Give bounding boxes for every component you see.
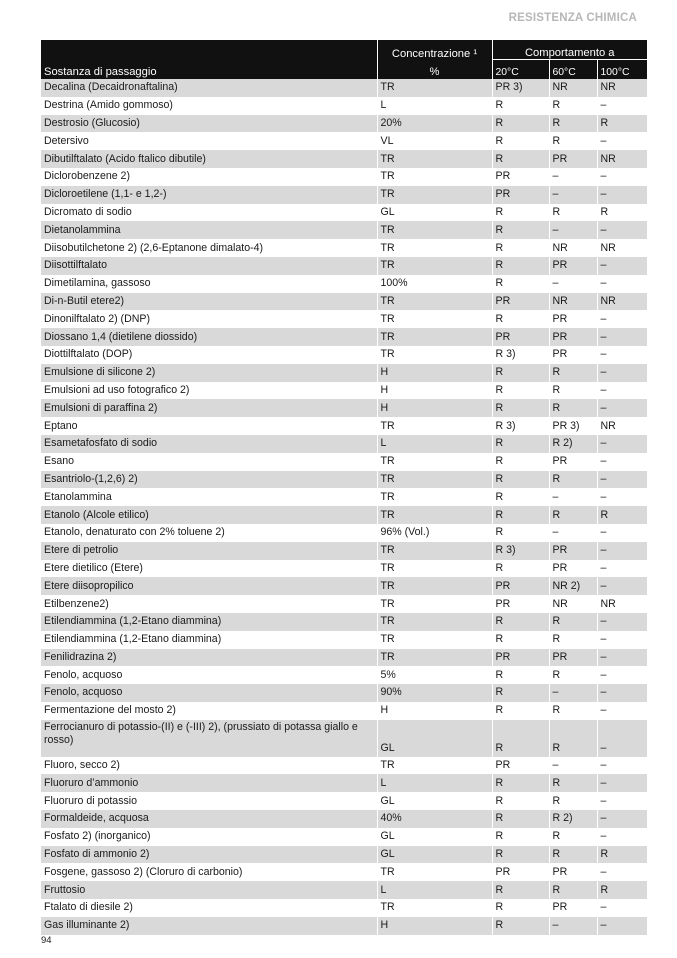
substance-cell: Diossano 1,4 (dietilene diossido)	[41, 328, 377, 346]
table-row	[41, 221, 647, 239]
table-row	[41, 757, 647, 775]
behaviour-60c-cell: R	[549, 792, 597, 810]
behaviour-60c-cell: R	[549, 666, 597, 684]
behaviour-20c-cell: R	[492, 720, 549, 757]
behaviour-60c-cell: NR	[549, 293, 597, 311]
substance-cell: Fosfato di ammonio 2)	[41, 846, 377, 864]
behaviour-100c-cell: –	[597, 917, 647, 935]
behaviour-100c-cell: –	[597, 774, 647, 792]
behaviour-100c-cell: –	[597, 168, 647, 186]
behaviour-20c-cell: R	[492, 399, 549, 417]
behaviour-20c-cell: R	[492, 239, 549, 257]
substance-cell: Fermentazione del mosto 2)	[44, 704, 176, 717]
table-row	[41, 417, 647, 435]
behaviour-20c-cell: R	[492, 435, 549, 453]
table-row	[41, 720, 647, 757]
behaviour-60c-cell: –	[549, 275, 597, 293]
concentration-cell: 100%	[377, 275, 492, 293]
table-row	[41, 577, 647, 595]
table-row	[41, 542, 647, 560]
behaviour-20c-cell: PR	[492, 863, 549, 881]
substance-cell: Fenolo, acquoso	[44, 668, 123, 681]
behaviour-100c-cell: –	[597, 560, 647, 578]
behaviour-100c-cell: –	[597, 399, 647, 417]
behaviour-100c-cell: NR	[597, 293, 647, 311]
substance-cell: Dinonilftalato 2) (DNP)	[44, 312, 150, 325]
substance-cell: Etilendiammina (1,2-Etano diammina)	[44, 633, 222, 646]
behaviour-100c-cell: –	[597, 346, 647, 364]
substance-cell: Fluoruro d’ammonio	[41, 774, 377, 792]
table-row	[41, 257, 647, 275]
behaviour-100c-cell: –	[597, 221, 647, 239]
behaviour-20c-cell: R	[492, 846, 549, 864]
behaviour-60c-cell: R	[549, 828, 597, 846]
table-row	[41, 150, 647, 168]
header-temp-100: 100°C	[597, 60, 647, 80]
substance-cell: Eptano	[44, 419, 78, 432]
concentration-cell: 40%	[377, 810, 492, 828]
concentration-cell: TR	[377, 613, 492, 631]
substance-cell: Diclorobenzene 2)	[44, 170, 130, 183]
table-row	[41, 186, 647, 204]
concentration-cell: 20%	[377, 115, 492, 133]
behaviour-60c-cell: R	[549, 97, 597, 115]
substance-cell: Fenilidrazina 2)	[41, 649, 377, 667]
concentration-cell: 5%	[377, 666, 492, 684]
behaviour-100c-cell: –	[597, 792, 647, 810]
behaviour-20c-cell: R	[492, 97, 549, 115]
behaviour-20c-cell: R	[492, 881, 549, 899]
header-blank	[41, 40, 377, 60]
behaviour-20c-cell: R	[492, 275, 549, 293]
table-row	[41, 702, 647, 720]
behaviour-60c-cell: R	[549, 115, 597, 133]
behaviour-100c-cell: –	[597, 577, 647, 595]
substance-cell: Esantriolo-(1,2,6) 2)	[41, 471, 377, 489]
table-row	[41, 97, 647, 115]
concentration-cell: TR	[377, 168, 492, 186]
table-row	[41, 881, 647, 899]
table-row	[41, 204, 647, 222]
behaviour-60c-cell: R	[549, 720, 597, 757]
behaviour-20c-cell: PR	[492, 328, 549, 346]
substance-cell: Dicloroetilene (1,1- e 1,2-)	[41, 186, 377, 204]
table-row	[41, 595, 647, 613]
behaviour-60c-cell: R	[549, 204, 597, 222]
behaviour-20c-cell: R	[492, 221, 549, 239]
behaviour-60c-cell: PR	[549, 150, 597, 168]
concentration-cell: TR	[377, 239, 492, 257]
table-row	[41, 792, 647, 810]
concentration-cell: TR	[377, 186, 492, 204]
substance-cell: Fosfato 2) (inorganico)	[44, 830, 151, 843]
concentration-cell: TR	[377, 506, 492, 524]
table-row	[41, 453, 647, 471]
concentration-cell: TR	[377, 221, 492, 239]
substance-cell: Etere di petrolio	[41, 542, 377, 560]
concentration-cell: GL	[377, 846, 492, 864]
behaviour-60c-cell: –	[549, 221, 597, 239]
behaviour-20c-cell: PR	[492, 293, 549, 311]
behaviour-20c-cell: R	[492, 774, 549, 792]
behaviour-20c-cell: R	[492, 666, 549, 684]
behaviour-100c-cell: R	[597, 846, 647, 864]
behaviour-60c-cell: R	[549, 382, 597, 400]
table-row	[41, 613, 647, 631]
concentration-cell: TR	[377, 328, 492, 346]
substance-cell: Etanolo (Alcole etilico)	[41, 506, 377, 524]
behaviour-60c-cell: R	[549, 881, 597, 899]
behaviour-100c-cell: R	[597, 115, 647, 133]
behaviour-60c-cell: R	[549, 702, 597, 720]
table-row	[41, 560, 647, 578]
behaviour-60c-cell: PR	[549, 453, 597, 471]
behaviour-100c-cell: –	[597, 649, 647, 667]
behaviour-20c-cell: R	[492, 115, 549, 133]
table-row	[41, 471, 647, 489]
concentration-cell: H	[377, 382, 492, 400]
behaviour-100c-cell: –	[597, 666, 647, 684]
behaviour-100c-cell: –	[597, 828, 647, 846]
behaviour-100c-cell: –	[597, 702, 647, 720]
behaviour-100c-cell: –	[597, 275, 647, 293]
header-substance: Sostanza di passaggio	[41, 60, 377, 80]
behaviour-20c-cell: R	[492, 899, 549, 917]
behaviour-60c-cell: –	[549, 168, 597, 186]
behaviour-60c-cell: NR 2)	[549, 577, 597, 595]
concentration-cell: TR	[377, 488, 492, 506]
table-row	[41, 631, 647, 649]
concentration-cell: GL	[377, 828, 492, 846]
concentration-cell: GL	[377, 204, 492, 222]
behaviour-100c-cell: R	[597, 204, 647, 222]
table-row	[41, 488, 647, 506]
behaviour-100c-cell: –	[597, 524, 647, 542]
behaviour-60c-cell: PR	[549, 328, 597, 346]
behaviour-60c-cell: R	[549, 399, 597, 417]
concentration-cell: TR	[377, 150, 492, 168]
behaviour-100c-cell: –	[597, 453, 647, 471]
behaviour-20c-cell: R	[492, 453, 549, 471]
substance-cell: Fluoruro di potassio	[44, 794, 138, 807]
behaviour-100c-cell: –	[597, 810, 647, 828]
behaviour-60c-cell: R	[549, 506, 597, 524]
behaviour-20c-cell: R	[492, 524, 549, 542]
substance-cell: Detersivo	[44, 134, 89, 147]
substance-cell: Etilendiammina (1,2-Etano diammina)	[41, 613, 377, 631]
substance-cell: Ftalato di diesile 2)	[44, 901, 133, 914]
concentration-cell: L	[377, 881, 492, 899]
table-row	[41, 275, 647, 293]
behaviour-20c-cell: R	[492, 364, 549, 382]
substance-cell: Dimetilamina, gassoso	[44, 277, 151, 290]
behaviour-100c-cell: NR	[597, 239, 647, 257]
behaviour-100c-cell: NR	[597, 595, 647, 613]
concentration-cell: TR	[377, 471, 492, 489]
behaviour-20c-cell: PR	[492, 168, 549, 186]
concentration-cell: TR	[377, 577, 492, 595]
behaviour-100c-cell: R	[597, 506, 647, 524]
behaviour-20c-cell: PR	[492, 577, 549, 595]
concentration-cell: H	[377, 364, 492, 382]
behaviour-60c-cell: –	[549, 186, 597, 204]
behaviour-100c-cell: NR	[597, 150, 647, 168]
behaviour-20c-cell: PR 3)	[492, 79, 549, 97]
concentration-cell: TR	[377, 631, 492, 649]
table-row	[41, 382, 647, 400]
concentration-cell: TR	[377, 293, 492, 311]
behaviour-60c-cell: NR	[549, 79, 597, 97]
behaviour-60c-cell: PR 3)	[549, 417, 597, 435]
header-behaviour: Comportamento a	[492, 40, 647, 60]
behaviour-60c-cell: R	[549, 132, 597, 150]
behaviour-60c-cell: NR	[549, 239, 597, 257]
table-row	[41, 239, 647, 257]
substance-cell: Etanolammina	[44, 490, 112, 503]
concentration-cell: TR	[377, 899, 492, 917]
behaviour-60c-cell: R	[549, 613, 597, 631]
behaviour-20c-cell: R	[492, 631, 549, 649]
behaviour-60c-cell: PR	[549, 649, 597, 667]
behaviour-20c-cell: R	[492, 792, 549, 810]
table-row	[41, 328, 647, 346]
behaviour-60c-cell: R	[549, 471, 597, 489]
substance-cell: Etere diisopropilico	[41, 577, 377, 595]
concentration-cell: H	[377, 702, 492, 720]
behaviour-60c-cell: PR	[549, 346, 597, 364]
table-row	[41, 310, 647, 328]
table-row	[41, 506, 647, 524]
concentration-cell: TR	[377, 257, 492, 275]
behaviour-20c-cell: R	[492, 684, 549, 702]
behaviour-60c-cell: R	[549, 631, 597, 649]
substance-cell: Emulsioni ad uso fotografico 2)	[44, 383, 190, 396]
behaviour-20c-cell: R	[492, 506, 549, 524]
page-number: 94	[41, 935, 52, 946]
behaviour-20c-cell: R	[492, 917, 549, 935]
concentration-cell: TR	[377, 595, 492, 613]
behaviour-20c-cell: R	[492, 132, 549, 150]
substance-cell: Diisottilftalato	[41, 257, 377, 275]
header-temp-20: 20°C	[492, 60, 549, 80]
behaviour-60c-cell: PR	[549, 899, 597, 917]
behaviour-100c-cell: –	[597, 97, 647, 115]
concentration-cell: TR	[377, 417, 492, 435]
table-row	[41, 846, 647, 864]
table-row	[41, 435, 647, 453]
behaviour-100c-cell: –	[597, 186, 647, 204]
concentration-cell: L	[377, 435, 492, 453]
behaviour-60c-cell: R 2)	[549, 810, 597, 828]
behaviour-20c-cell: R	[492, 257, 549, 275]
table-row	[41, 115, 647, 133]
behaviour-100c-cell: –	[597, 257, 647, 275]
behaviour-100c-cell: –	[597, 720, 647, 757]
concentration-cell: TR	[377, 346, 492, 364]
behaviour-60c-cell: –	[549, 684, 597, 702]
behaviour-20c-cell: PR	[492, 757, 549, 775]
substance-cell: Di-n-Butil etere2)	[41, 293, 377, 311]
substance-cell: Emulsioni di paraffina 2)	[41, 399, 377, 417]
concentration-cell: 90%	[377, 684, 492, 702]
behaviour-20c-cell: R 3)	[492, 542, 549, 560]
table-row	[41, 810, 647, 828]
concentration-cell: 96% (Vol.)	[377, 524, 492, 542]
behaviour-20c-cell: R	[492, 204, 549, 222]
table-row	[41, 132, 647, 150]
table-row	[41, 399, 647, 417]
substance-cell: Esano	[44, 455, 75, 468]
table-row	[41, 79, 647, 97]
substance-cell: Etere dietilico (Etere)	[44, 561, 143, 574]
concentration-cell: L	[377, 774, 492, 792]
behaviour-20c-cell: R	[492, 310, 549, 328]
substance-cell: Fenolo, acquoso	[41, 684, 377, 702]
behaviour-100c-cell: –	[597, 382, 647, 400]
substance-cell: Diisobutilchetone 2) (2,6-Eptanone dimalato-4)	[44, 241, 264, 254]
table-body	[41, 79, 647, 935]
behaviour-60c-cell: PR	[549, 310, 597, 328]
behaviour-100c-cell: –	[597, 613, 647, 631]
behaviour-60c-cell: PR	[549, 863, 597, 881]
table-row	[41, 684, 647, 702]
behaviour-60c-cell: –	[549, 917, 597, 935]
concentration-cell: H	[377, 399, 492, 417]
behaviour-60c-cell: –	[549, 524, 597, 542]
behaviour-20c-cell: PR	[492, 649, 549, 667]
behaviour-60c-cell: NR	[549, 595, 597, 613]
substance-cell: Dietanolammina	[41, 221, 377, 239]
substance-cell: Fluoro, secco 2)	[44, 759, 120, 772]
concentration-cell: L	[377, 97, 492, 115]
concentration-cell: TR	[377, 79, 492, 97]
substance-cell: Dibutilftalato (Acido ftalico dibutile)	[41, 150, 377, 168]
behaviour-100c-cell: –	[597, 328, 647, 346]
table-row	[41, 168, 647, 186]
behaviour-60c-cell: PR	[549, 257, 597, 275]
substance-cell: Emulsione di silicone 2)	[41, 364, 377, 382]
behaviour-100c-cell: NR	[597, 79, 647, 97]
header-concentration: Concentrazione ¹	[377, 40, 492, 60]
header-temp-60: 60°C	[549, 60, 597, 80]
substance-cell: Destrosio (Glucosio)	[41, 115, 377, 133]
concentration-cell: TR	[377, 453, 492, 471]
concentration-cell: VL	[377, 132, 492, 150]
behaviour-100c-cell: –	[597, 631, 647, 649]
section-title: RESISTENZA CHIMICA	[508, 12, 637, 24]
table-row	[41, 899, 647, 917]
concentration-cell: H	[377, 917, 492, 935]
table-row	[41, 774, 647, 792]
concentration-cell: GL	[377, 792, 492, 810]
table-row	[41, 917, 647, 935]
behaviour-100c-cell: –	[597, 542, 647, 560]
table-row	[41, 666, 647, 684]
substance-cell: Dicromato di sodio	[44, 205, 132, 218]
behaviour-60c-cell: –	[549, 757, 597, 775]
behaviour-20c-cell: R	[492, 702, 549, 720]
behaviour-100c-cell: –	[597, 132, 647, 150]
behaviour-20c-cell: R	[492, 810, 549, 828]
behaviour-20c-cell: PR	[492, 186, 549, 204]
substance-cell: Fruttosio	[41, 881, 377, 899]
table-row	[41, 524, 647, 542]
table-row	[41, 293, 647, 311]
behaviour-20c-cell: R 3)	[492, 417, 549, 435]
behaviour-60c-cell: R	[549, 364, 597, 382]
behaviour-20c-cell: PR	[492, 595, 549, 613]
substance-cell: Gas illuminante 2)	[41, 917, 377, 935]
behaviour-20c-cell: R	[492, 560, 549, 578]
behaviour-100c-cell: NR	[597, 417, 647, 435]
substance-cell: Etilbenzene2)	[44, 597, 109, 610]
chemical-resistance-table	[41, 40, 647, 935]
behaviour-100c-cell: –	[597, 364, 647, 382]
substance-cell: Decalina (Decaidronaftalina)	[41, 79, 377, 97]
substance-cell: Esametafosfato di sodio	[41, 435, 377, 453]
substance-cell: Diottilftalato (DOP)	[44, 348, 133, 361]
behaviour-100c-cell: –	[597, 757, 647, 775]
behaviour-20c-cell: R	[492, 150, 549, 168]
concentration-cell: TR	[377, 757, 492, 775]
behaviour-100c-cell: R	[597, 881, 647, 899]
table-row	[41, 346, 647, 364]
behaviour-100c-cell: –	[597, 488, 647, 506]
behaviour-100c-cell: –	[597, 863, 647, 881]
behaviour-60c-cell: PR	[549, 560, 597, 578]
table-row	[41, 649, 647, 667]
behaviour-100c-cell: –	[597, 684, 647, 702]
behaviour-100c-cell: –	[597, 310, 647, 328]
substance-cell: Ferrocianuro di potassio-(II) e (-III) 2), (prussiato di potassa giallo e rosso)	[41, 720, 377, 757]
behaviour-20c-cell: R 3)	[492, 346, 549, 364]
behaviour-20c-cell: R	[492, 613, 549, 631]
behaviour-100c-cell: –	[597, 435, 647, 453]
behaviour-20c-cell: R	[492, 828, 549, 846]
substance-cell: Destrina (Amido gommoso)	[44, 99, 173, 112]
concentration-cell: TR	[377, 649, 492, 667]
table-row	[41, 863, 647, 881]
behaviour-20c-cell: R	[492, 471, 549, 489]
behaviour-20c-cell: R	[492, 382, 549, 400]
concentration-cell: GL	[377, 720, 492, 757]
behaviour-20c-cell: R	[492, 488, 549, 506]
behaviour-60c-cell: R	[549, 846, 597, 864]
behaviour-100c-cell: –	[597, 471, 647, 489]
behaviour-100c-cell: –	[597, 899, 647, 917]
substance-cell: Etanolo, denaturato con 2% toluene 2)	[44, 526, 225, 539]
behaviour-60c-cell: –	[549, 488, 597, 506]
concentration-cell: TR	[377, 542, 492, 560]
table-row	[41, 364, 647, 382]
table-row	[41, 828, 647, 846]
substance-cell: Formaldeide, acquosa	[41, 810, 377, 828]
behaviour-60c-cell: R	[549, 774, 597, 792]
substance-cell: Fosgene, gassoso 2) (Cloruro di carbonio)	[44, 865, 243, 878]
behaviour-60c-cell: PR	[549, 542, 597, 560]
header-concentration-unit: %	[377, 60, 492, 80]
concentration-cell: TR	[377, 863, 492, 881]
behaviour-60c-cell: R 2)	[549, 435, 597, 453]
concentration-cell: TR	[377, 560, 492, 578]
concentration-cell: TR	[377, 310, 492, 328]
